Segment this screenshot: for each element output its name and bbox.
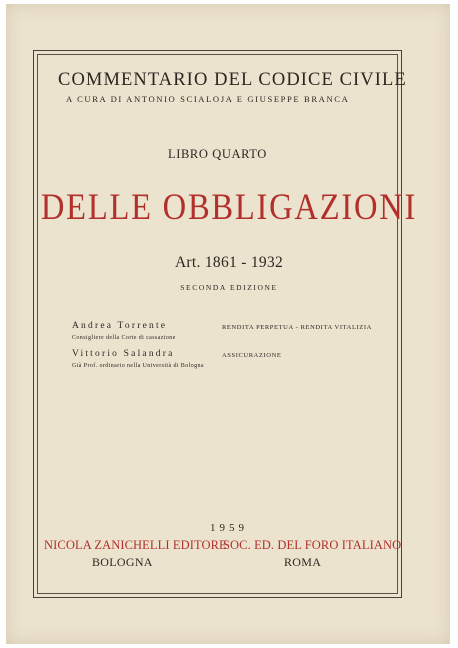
publisher-name: SOC. ED. DEL FORO ITALIANO xyxy=(223,538,402,552)
publisher-city: BOLOGNA xyxy=(92,555,153,569)
series-title: COMMENTARIO DEL CODICE CIVILE xyxy=(58,70,407,90)
author-name: Andrea Torrente xyxy=(72,321,168,331)
author-topic: RENDITA PERPETUA - RENDITA VITALIZIA xyxy=(222,324,372,331)
edition-label: SECONDA EDIZIONE xyxy=(180,283,278,292)
author-name: Vittorio Salandra xyxy=(72,349,175,359)
articles-range: Art. 1861 - 1932 xyxy=(174,254,284,271)
publisher-city: ROMA xyxy=(284,555,322,569)
book-title: DELLE OBBLIGAZIONI xyxy=(40,187,418,228)
book-label: LIBRO QUARTO xyxy=(168,147,267,161)
author-role: Consigliere della Corte di cassazione xyxy=(72,335,176,341)
author-topic: ASSICURAZIONE xyxy=(222,352,282,359)
editors-line: A CURA DI ANTONIO SCIALOJA E GIUSEPPE BRANCA xyxy=(66,94,350,104)
publisher-name: NICOLA ZANICHELLI EDITORE xyxy=(44,538,227,552)
publication-year: 1959 xyxy=(210,522,248,534)
author-role: Già Prof. ordinario nella Università di Bologna xyxy=(72,363,204,369)
